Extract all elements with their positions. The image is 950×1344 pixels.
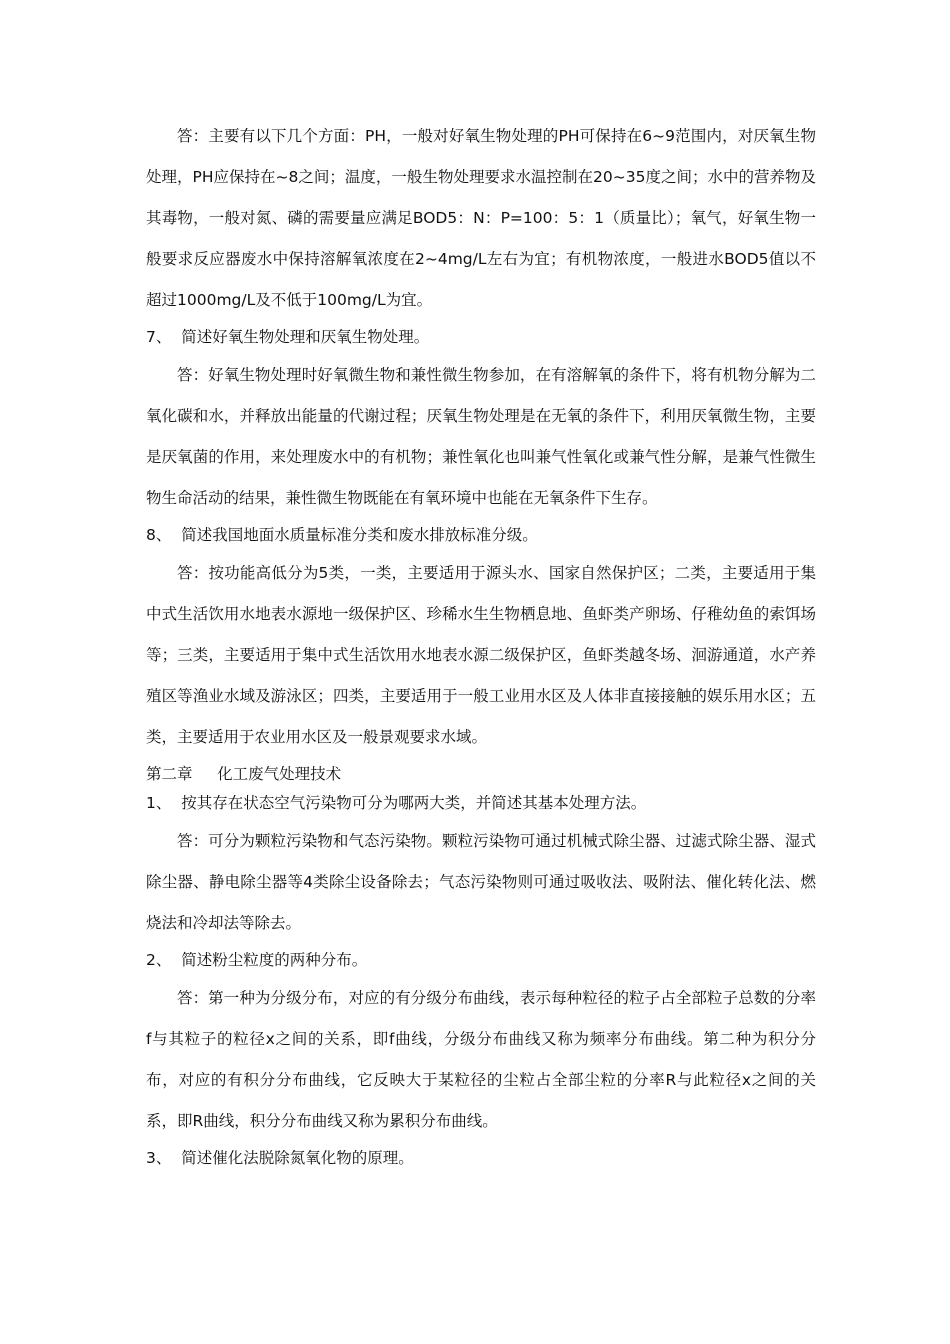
question-3: 3、 简述催化法脱除氮氧化物的原理。 xyxy=(146,1149,414,1167)
question-1: 1、 按其存在状态空气污染物可分为哪两大类，并简述其基本处理方法。 xyxy=(146,794,647,812)
answer-paragraph-dust-distribution: 答：第一种为分级分布，对应的有分级分布曲线，表示每种粒径的粒子占全部粒子总数的分率f与其粒子的粒径x之间的关系，即f曲线，分级分布曲线又称为频率分布曲线。第二种为积分分布，对应的有积分分布曲线，它反映大于某粒径的尘粒占全部尘粒的分率R与此粒径x之间的关系，即R曲线，积分分布曲线又称为累积分布曲线。 xyxy=(146,989,816,1130)
answer-paragraph-pollutants: 答：可分为颗粒污染物和气态污染物。颗粒污染物可通过机械式除尘器、过滤式除尘器、湿式除尘器、静电除尘器等4类除尘设备除去；气态污染物则可通过吸收法、吸附法、催化转化法、燃烧法和冷却法等除去。 xyxy=(146,832,816,932)
question-7: 7、 简述好氧生物处理和厌氧生物处理。 xyxy=(146,328,430,346)
chapter-heading: 第二章 化工废气处理技术 xyxy=(146,765,342,783)
answer-paragraph-aerobic-anaerobic: 答：好氧生物处理时好氧微生物和兼性微生物参加，在有溶解氧的条件下，将有机物分解为二氧化碳和水，并释放出能量的代谢过程；厌氧生物处理是在无氧的条件下，利用厌氧微生物，主要是厌氧菌的作用，来处理废水中的有机物；兼性氧化也叫兼气性氧化或兼气性分解，是兼气性微生物生命活动的结果，兼性微生物既能在有氧环境中也能在无氧条件下生存。 xyxy=(146,366,816,507)
question-2: 2、 简述粉尘粒度的两种分布。 xyxy=(146,951,368,969)
document-body xyxy=(146,116,816,1176)
question-8: 8、 简述我国地面水质量标准分类和废水排放标准分级。 xyxy=(146,526,538,544)
answer-paragraph-water-standards: 答：按功能高低分为5类，一类，主要适用于源头水、国家自然保护区；二类，主要适用于集中式生活饮用水地表水源地一级保护区、珍稀水生生物栖息地、鱼虾类产卵场、仔稚幼鱼的索饵场等；三类，主要适用于集中式生活饮用水地表水源二级保护区，鱼虾类越冬场、洄游通道，水产养殖区等渔业水域及游泳区；四类，主要适用于一般工业用水区及人体非直接接触的娱乐用水区；五类，主要适用于农业用水区及一般景观要求水域。 xyxy=(146,564,816,746)
answer-paragraph-factors: 答：主要有以下几个方面：PH，一般对好氧生物处理的PH可保持在6~9范围内，对厌氧生物处理，PH应保持在~8之间；温度，一般生物处理要求水温控制在20~35度之间；水中的营养物及其毒物，一般对氮、磷的需要量应满足BOD5：N：P=100：5：1（质量比）；氧气，好氧生物一般要求反应器废水中保持溶解氧浓度在2~4mg/L左右为宜；有机物浓度，一般进水BOD5值以不超过1000mg/L及不低于100mg/L为宜。 xyxy=(146,127,816,309)
